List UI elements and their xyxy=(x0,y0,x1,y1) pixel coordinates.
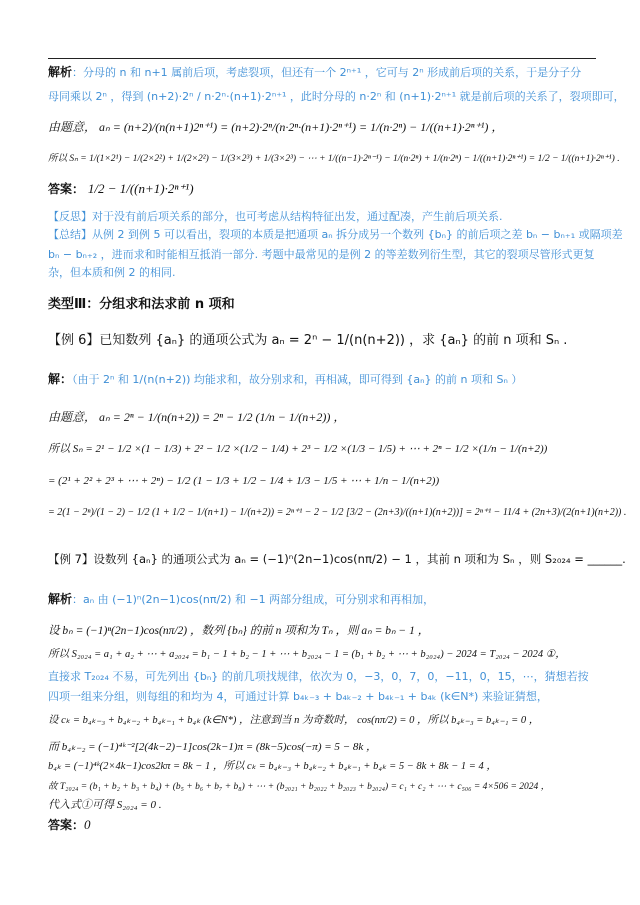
example-7-hint: ：aₙ 由 (−1)ⁿ(2n−1)cos(nπ/2) 和 −1 两部分组成，可分别求和再相加， xyxy=(72,593,435,606)
step-sn-sum: 所以 Sₙ = 1/(1×2¹) − 1/(2×2²) + 1/(2×2²) − 1/(3×2³) + 1/(3×2³) − ⋯ + 1/((n−1)·2ⁿ⁻¹) − 1/(n·2ⁿ) + 1/(n·2ⁿ) − 1/((n+1)·2ⁿ⁺¹) = 1/2 − 1/((n+1)·2ⁿ⁺¹) . xyxy=(48,154,620,164)
reflection-text: 【反思】对于没有前后项关系的部分，也可考虑从结构特征出发，通过配凑，产生前后项关系. xyxy=(48,210,503,223)
example-7-line-8: 故 T₂₀₂₄ = (b₁ + b₂ + b₃ + b₄) + (b₅ + b₆ + b₇ + b₈) + ⋯ + (b₂₀₂₁ + b₂₀₂₂ + b₂₀₂₃ + b₂₀₂₄) = c₁ + c₂ + ⋯ + c₅₀₆ = 4×506 = 2024 ， xyxy=(48,782,551,792)
example-7-analysis-row xyxy=(48,590,434,609)
summary-line-3: 杂，但本质和例 2 的相同. xyxy=(48,266,176,279)
answer-label: 答案： xyxy=(48,182,85,196)
step-an-formula: 由题意， aₙ = (n+2)/(n(n+1)2ⁿ⁺¹) = (n+2)·2ⁿ/(n·2ⁿ·(n+1)·2ⁿ⁺¹) = 1/(n·2ⁿ) − 1/((n+1)·2ⁿ⁺¹) ， xyxy=(48,120,504,134)
analysis-line-1: ：分母的 n 和 n+1 属前后项，考虑裂项，但还有一个 2ⁿ⁺¹ ，它可与 2ⁿ 形成前后项的关系，于是分子分 xyxy=(72,66,582,79)
example-6-step-1: 由题意， aₙ = 2ⁿ − 1/(n(n+2)) = 2ⁿ − 1/2 (1/n − 1/(n+2)) ， xyxy=(48,410,346,424)
answer-row-2 xyxy=(48,816,91,834)
example-6-step-2: 所以 Sₙ = 2¹ − 1/2 ×(1 − 1/3) + 2² − 1/2 ×(1/2 − 1/4) + 2³ − 1/2 ×(1/3 − 1/5) + ⋯ + 2ⁿ − 1/2 ×(1/n − 1/(n+2)) xyxy=(48,443,548,455)
example-7-line-4: 四项一组来分组，则每组的和均为 4，可通过计算 b₄ₖ₋₃ + b₄ₖ₋₂ + b₄ₖ₋₁ + b₄ₖ (k∈N*) 来验证猜想， xyxy=(48,690,548,703)
example-6-step-4: = 2(1 − 2ⁿ)/(1 − 2) − 1/2 (1 + 1/2 − 1/(n+1) − 1/(n+2)) = 2ⁿ⁺¹ − 2 − 1/2 [3/2 − (2n+3)/((n+1)(n+2))] = 2ⁿ⁺¹ − 11/4 + (2n+3)/(2(n+1)(n+2)) . xyxy=(48,507,627,518)
example-7-line-6: 而 b₄ₖ₋₂ = (−1)⁴ᵏ⁻²[2(4k−2)−1]cos(2k−1)π = (8k−5)cos(−π) = 5 − 8k ， xyxy=(48,741,377,753)
header-rule xyxy=(48,58,596,59)
analysis-paragraph xyxy=(48,64,600,81)
answer-value: 1/2 − 1/((n+1)·2ⁿ⁺¹) xyxy=(87,181,194,196)
analysis-label: 解析 xyxy=(48,65,73,79)
solution-label: 解： xyxy=(48,372,73,386)
example-7-line-1: 设 bₙ = (−1)ⁿ(2n−1)cos(nπ/2) ，数列 {bₙ} 的前 n 项和为 Tₙ ，则 aₙ = bₙ − 1 ， xyxy=(48,625,430,637)
analysis-label-2: 解析 xyxy=(48,592,73,606)
example-7-line-2: 所以 S₂₀₂₄ = a₁ + a₂ + ⋯ + a₂₀₂₄ = b₁ − 1 + b₂ − 1 + ⋯ + b₂₀₂₄ − 1 = (b₁ + b₂ + ⋯ + b₂₀₂₄) − 2024 = T₂₀₂₄ − 2024 ①， xyxy=(48,649,566,660)
example-6-statement: 【例 6】已知数列 {aₙ} 的通项公式为 aₙ = 2ⁿ − 1/(n(n+2)) ，求 {aₙ} 的前 n 项和 Sₙ . xyxy=(48,333,568,348)
analysis-line-2: 母同乘以 2ⁿ ，得到 (n+2)·2ⁿ / n·2ⁿ·(n+1)·2ⁿ⁺¹ ，此时分母的 n·2ⁿ 和 (n+1)·2ⁿ⁺¹ 就是前后项的关系了，裂项即可， xyxy=(48,90,625,103)
solution-hint: （由于 2ⁿ 和 1/(n(n+2)) 均能求和，故分别求和，再相减，即可得到 {aₙ} 的前 n 项和 Sₙ ） xyxy=(72,373,523,386)
summary-line-2: bₙ − bₙ₊₂ ，进而求和时能相互抵消一部分. 考题中最常见的是例 2 的等差数列衍生型，其它的裂项尽管形式更复 xyxy=(48,248,595,261)
example-6-step-3: = (2¹ + 2² + 2³ + ⋯ + 2ⁿ) − 1/2 (1 − 1/3 + 1/2 − 1/4 + 1/3 − 1/5 + ⋯ + 1/n − 1/(n+2)) xyxy=(48,475,440,487)
example-7-line-5: 设 cₖ = b₄ₖ₋₃ + b₄ₖ₋₂ + b₄ₖ₋₁ + b₄ₖ (k∈N*) ，注意到当 n 为奇数时， cos(nπ/2) = 0 ，所以 b₄ₖ₋₃ = b₄ₖ₋₁ = 0 ， xyxy=(48,715,540,726)
example-7-line-7: b₄ₖ = (−1)⁴ᵏ(2×4k−1)cos2kπ = 8k − 1 ，所以 cₖ = b₄ₖ₋₃ + b₄ₖ₋₂ + b₄ₖ₋₁ + b₄ₖ = 5 − 8k + 8k − 1 = 4 ， xyxy=(48,761,497,772)
summary-line-1: 【总结】从例 2 到例 5 可以看出，裂项的本质是把通项 aₙ 拆分成另一个数列 {bₙ} 的前后项之差 bₙ − bₙ₊₁ 或隔项差 xyxy=(48,228,623,241)
example-7-line-9: 代入式①可得 S₂₀₂₄ = 0 . xyxy=(48,799,162,811)
answer-value-2: 0 xyxy=(84,817,91,832)
answer-row-1 xyxy=(48,180,194,198)
example-7-statement: 【例 7】设数列 {aₙ} 的通项公式为 aₙ = (−1)ⁿ(2n−1)cos(nπ/2) − 1 ，其前 n 项和为 Sₙ ，则 S₂₀₂₄ = ______. xyxy=(48,552,626,566)
answer-label-2: 答案： xyxy=(48,818,85,832)
example-7-line-3: 直接求 T₂₀₂₄ 不易，可先列出 {bₙ} 的前几项找规律，依次为 0，−3，0，7，0，−11，0，15，⋯，猜想若按 xyxy=(48,670,589,683)
example-6-solution-hint-row xyxy=(48,370,522,389)
section-title: 类型Ⅲ：分组求和法求前 n 项和 xyxy=(48,297,235,312)
